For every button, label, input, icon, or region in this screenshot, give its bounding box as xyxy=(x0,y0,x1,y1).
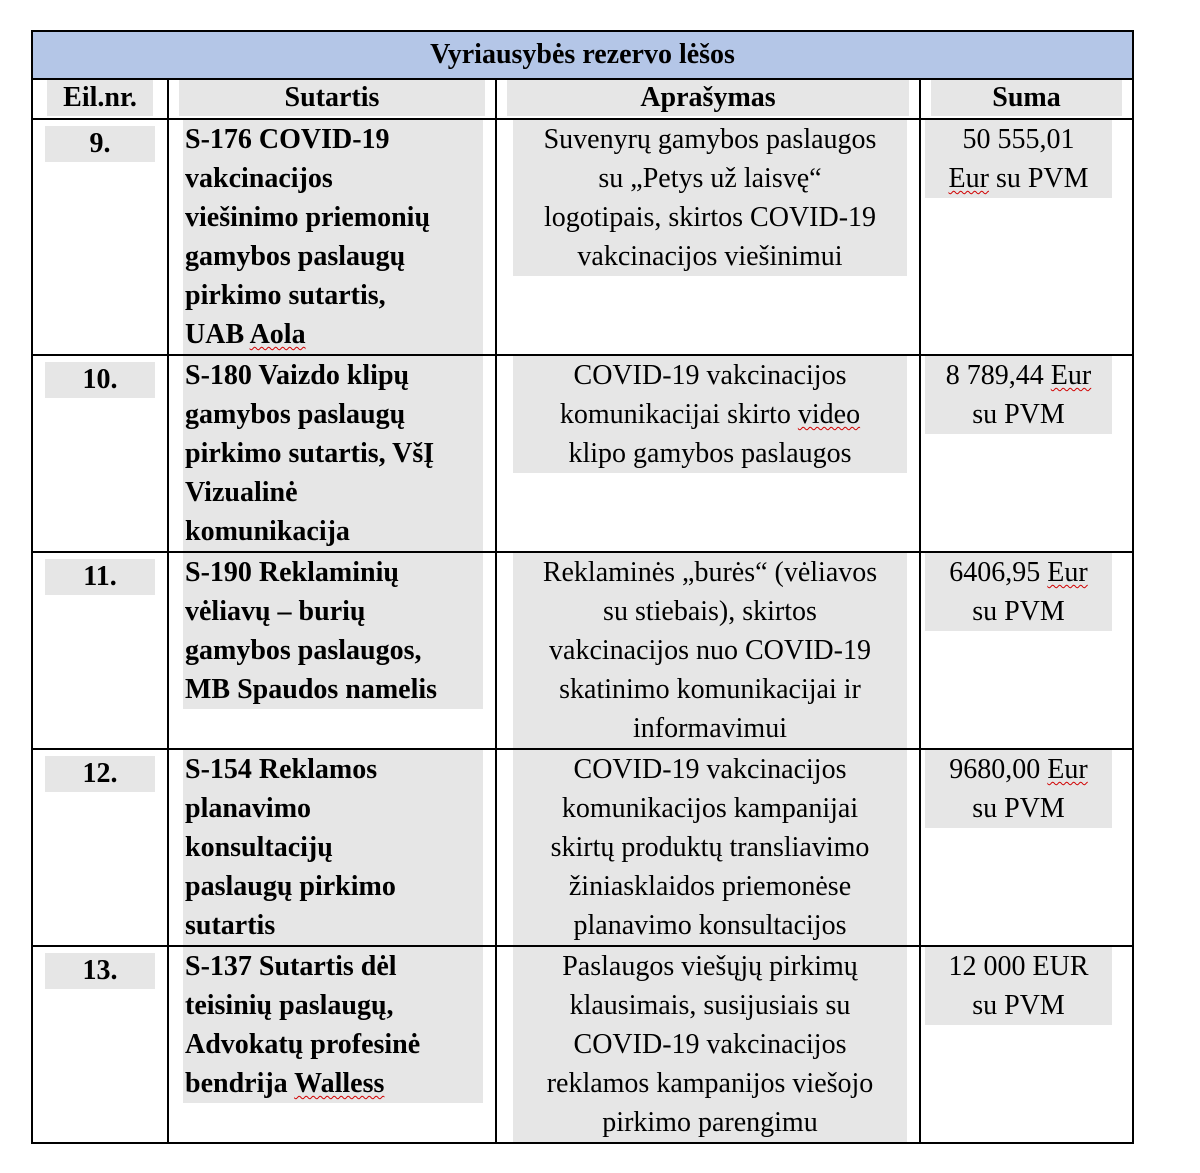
contract-main: S-137 Sutartis dėl teisinių paslaugų, Advokatų profesinė bendrija xyxy=(185,951,421,1099)
row-number: 10. xyxy=(45,362,155,398)
row-number-cell xyxy=(32,355,168,552)
description-cell xyxy=(496,946,920,1143)
contract-cell xyxy=(168,749,496,946)
sum-text: 12 000 EUR su PVM xyxy=(925,947,1112,1025)
description-text: Paslaugos viešųjų pirkimų klausimais, susijusiais su COVID-19 vakcinacijos reklamos kampanijos viešojo pirkimo parengimu xyxy=(513,947,907,1142)
sum-text xyxy=(925,553,1112,631)
description-cell xyxy=(496,355,920,552)
table-row xyxy=(32,552,1133,749)
header-no-label: Eil.nr. xyxy=(47,80,153,116)
sum-cell xyxy=(920,749,1133,946)
description-text xyxy=(513,356,907,473)
sum-suffix: su PVM xyxy=(972,596,1065,627)
sum-suffix: su PVM xyxy=(972,399,1065,430)
row-number: 13. xyxy=(45,953,155,989)
sum-cell xyxy=(920,552,1133,749)
table-row xyxy=(32,119,1133,355)
sum-text xyxy=(925,750,1112,828)
row-number-cell xyxy=(32,946,168,1143)
spellcheck-word: Walless xyxy=(294,1068,385,1099)
spellcheck-word: Eur xyxy=(1047,557,1088,588)
contract-cell xyxy=(168,946,496,1143)
row-number: 12. xyxy=(45,756,155,792)
row-number-cell xyxy=(32,552,168,749)
table-title-row xyxy=(32,31,1133,79)
row-number-cell xyxy=(32,749,168,946)
header-sum-label: Suma xyxy=(931,80,1122,116)
spellcheck-word: Eur xyxy=(948,163,989,194)
header-description-label: Aprašymas xyxy=(507,80,909,116)
description-text: Suvenyrų gamybos paslaugos su „Petys už laisvę“ logotipais, skirtos COVID-19 vakcinacijos viešinimui xyxy=(513,120,907,276)
contract-text xyxy=(183,120,483,354)
table-row xyxy=(32,749,1133,946)
sum-amount: 50 555,01 xyxy=(962,124,1075,155)
description-tail: klipo gamybos paslaugos xyxy=(568,438,852,469)
contract-text: S-180 Vaizdo klipų gamybos paslaugų pirkimo sutartis, VšĮ Vizualinė komunikacija xyxy=(183,356,483,551)
header-description xyxy=(496,79,920,119)
sum-amount: 9680,00 xyxy=(949,754,1048,785)
sum-amount: 6406,95 xyxy=(949,557,1048,588)
description-text: Reklaminės „burės“ (vėliavos su stiebais), skirtos vakcinacijos nuo COVID-19 skatinimo komunikacijai ir informavimui xyxy=(513,553,907,748)
sum-suffix: su PVM xyxy=(988,163,1089,194)
header-sum xyxy=(920,79,1133,119)
description-cell xyxy=(496,552,920,749)
contract-cell xyxy=(168,552,496,749)
table-title: Vyriausybės rezervo lėšos xyxy=(32,31,1133,79)
row-number-cell xyxy=(32,119,168,355)
description-cell xyxy=(496,119,920,355)
description-text: COVID-19 vakcinacijos komunikacijos kampanijai skirtų produktų transliavimo žiniasklaidos priemonėse planavimo konsultacijos xyxy=(513,750,907,945)
spellcheck-word: Eur xyxy=(1050,360,1092,391)
spellcheck-word: Eur xyxy=(1047,754,1088,785)
header-contract xyxy=(168,79,496,119)
sum-cell xyxy=(920,946,1133,1143)
contract-cell xyxy=(168,119,496,355)
sum-cell xyxy=(920,119,1133,355)
description-main: COVID-19 vakcinacijos komunikacijai skirto xyxy=(559,360,847,430)
contract-text: S-190 Reklaminių vėliavų – burių gamybos paslaugos, MB Spaudos namelis xyxy=(183,553,483,709)
spellcheck-word: Aola xyxy=(249,319,306,350)
sum-amount: 8 789,44 xyxy=(945,360,1051,391)
row-number: 11. xyxy=(45,559,155,595)
table-header-row xyxy=(32,79,1133,119)
sum-text xyxy=(925,120,1112,198)
sum-cell xyxy=(920,355,1133,552)
header-no xyxy=(32,79,168,119)
contract-main: S-176 COVID-19 vakcinacijos viešinimo priemonių gamybos paslaugų pirkimo sutartis, UAB xyxy=(185,124,431,350)
contract-text xyxy=(183,947,483,1103)
row-number: 9. xyxy=(45,126,155,162)
description-cell xyxy=(496,749,920,946)
sum-suffix: su PVM xyxy=(972,793,1065,824)
sum-text xyxy=(925,356,1112,434)
spellcheck-word: video xyxy=(797,399,861,430)
contract-cell xyxy=(168,355,496,552)
header-contract-label: Sutartis xyxy=(179,80,485,116)
table-row xyxy=(32,946,1133,1143)
table-row xyxy=(32,355,1133,552)
funding-table xyxy=(31,30,1134,1144)
contract-text: S-154 Reklamos planavimo konsultacijų paslaugų pirkimo sutartis xyxy=(183,750,483,945)
